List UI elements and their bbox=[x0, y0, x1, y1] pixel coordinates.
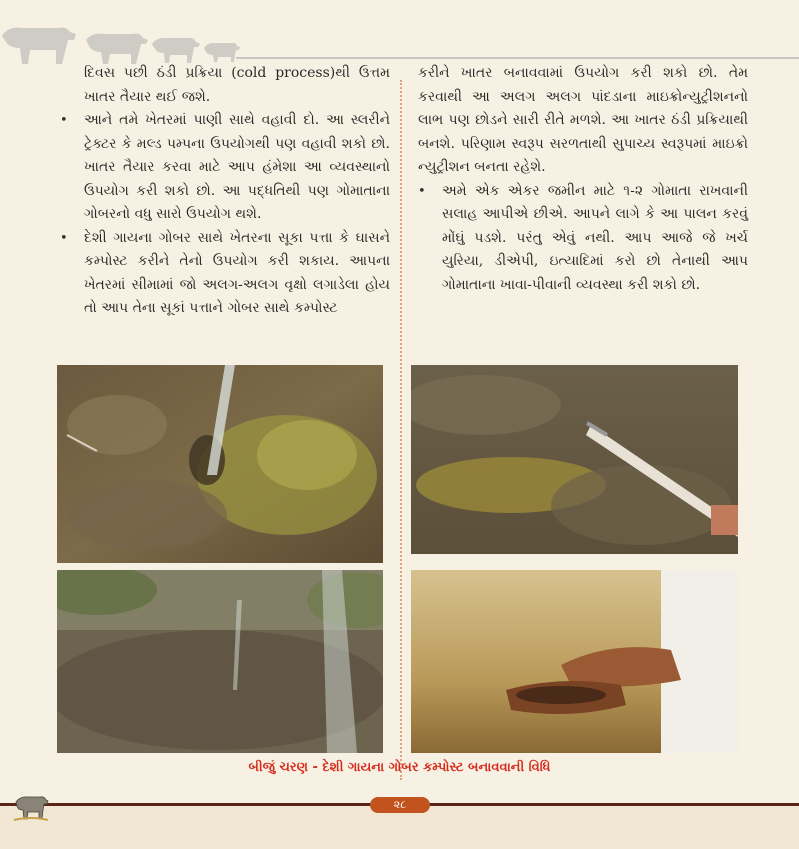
figure-caption: બીજું ચરણ - દેશી ગાયના ગોબર કમ્પોસ્ટ બનાવવાની વિધિ bbox=[248, 760, 551, 775]
column-divider bbox=[400, 80, 402, 780]
bullet-dry-leaves-compost: • દેશી ગાયના ગોબર સાથે ખેતરના સૂકા પત્તા કે ઘાસને કમ્પોસ્ટ કરીને તેનો ઉપયોગ કરી શકાય. આપના ખેતરમાં સીમામાં જો અલગ-અલગ વૃક્ષો લગાડેલા હોય તો આપ તેના સૂકાં પત્તાને ગોબર સાથે કમ્પોસ્ટ bbox=[60, 227, 390, 321]
page-number: ૨૮ bbox=[370, 797, 430, 813]
right-bullet-list bbox=[418, 180, 748, 298]
right-column-continuation: કરીને ખાતર બનાવવામાં ઉપયોગ કરી શકો છો. તેમ કરવાથી આ અલગ અલગ પાંદડાના માઇક્રોન્યુટ્રીશનનો લાભ પણ છોડને સારી રીતે મળશે. આ ખાતર ઠંડી પ્રક્રિયાથી બનશે. પરિણામ સ્વરૂપ સરળતાથી સુપાચ્ય સ્વરૂપમાં માઇક્રો ન્યુટ્રીશન બનતા રહેશે. bbox=[418, 65, 748, 175]
left-bullet-list bbox=[60, 109, 390, 321]
bullet-slurry: • આને તમે ખેતરમાં પાણી સાથે વહાવી દો. આ સ્લરીને ટ્રેક્ટર કે મલ્ડ પમ્પના ઉપયોગથી પણ વહાવી શકો છો. ખાતર તૈયાર કરવા માટે આપ હંમેશા આ વ્યવસ્થાનો ઉપયોગ કરી શકો છો. આ પદ્ધતિથી પણ ગોમાતાના ગોબરનો વધુ સારો ઉપયોગ થશે. bbox=[60, 109, 390, 227]
left-column-intro: દિવસ પછી ઠંડી પ્રક્રિયા (cold process)થી ઉત્તમ ખાતર તૈયાર થઈ જશે. bbox=[84, 65, 390, 105]
left-text-column bbox=[60, 62, 390, 321]
cow-icon bbox=[12, 786, 50, 824]
bullet-cow-per-acre: • અમે એક એકર જમીન માટે ૧-૨ ગોમાતા રાખવાની સલાહ આપીએ છીએ. આપને લાગે કે આ પાલન કરવું મોંઘું પડશે. પરંતુ એવું નથી. આપ આજે જે ખર્ચ યુરિયા, ડીએપી, ઇત્યાદિમાં કરો છો તેનાથી આપ ગોમાતાના ખાવા-પીવાની વ્યવસ્થા કરી શકો છો. bbox=[418, 180, 748, 298]
photo-stick-in-field bbox=[411, 365, 738, 554]
photo-water-on-dung-soil bbox=[57, 365, 383, 563]
right-text-column bbox=[418, 62, 748, 297]
photo-hands-with-compost bbox=[411, 570, 738, 753]
photo-slurry-flowing bbox=[57, 570, 383, 753]
header-rule bbox=[236, 57, 799, 59]
cow-herd-silhouette-icon bbox=[0, 14, 240, 66]
